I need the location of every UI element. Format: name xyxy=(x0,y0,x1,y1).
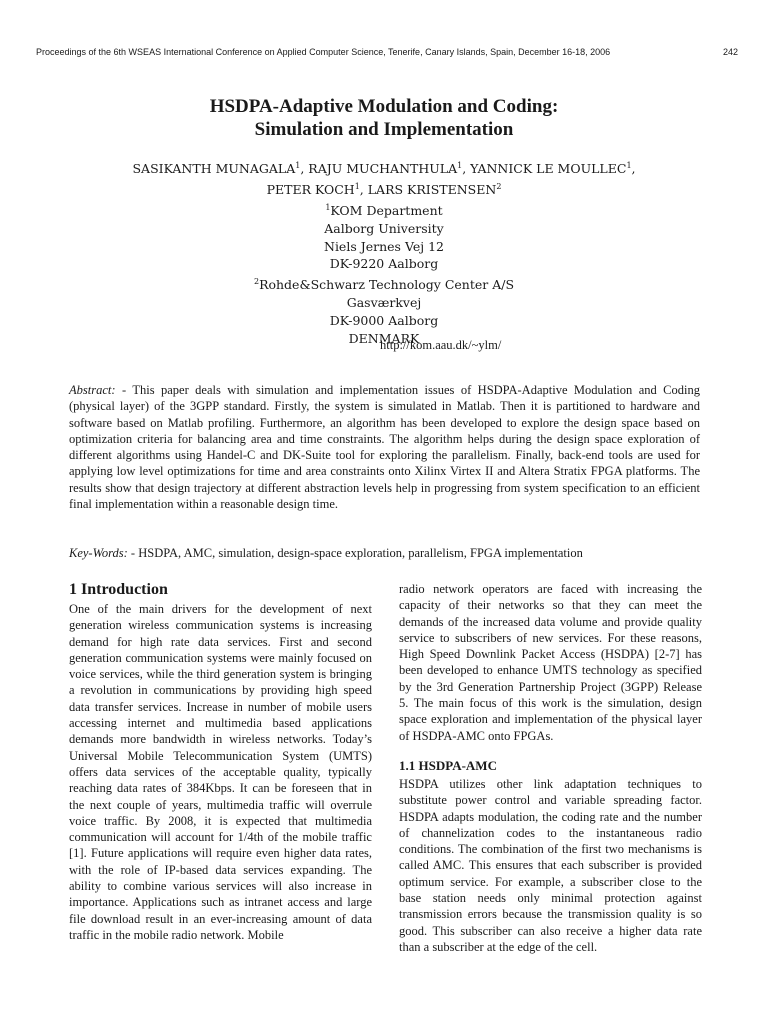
introduction-paragraph-continued: radio network operators are faced with increasing the capacity of their networks so that they can meet the demands of the increased data volume and provide quality service to subscribers of new services. For these reasons, High Speed Downlink Packet Access (HSDPA) [2-7] has been developed to enhance UMTS technology as specified by the 3rd Generation Partnership Project (3GPP) Release 5. The main focus of this work is the simulation, design space exploration and implementation of the physical layer of HSDPA-AMC onto FPGAs. xyxy=(399,582,702,743)
affiliation-line: DK-9220 Aalborg xyxy=(329,256,439,272)
affiliation-marker: 1 xyxy=(457,161,463,170)
affiliation-marker: 2 xyxy=(496,181,502,191)
affiliation-marker: 1 xyxy=(325,202,331,212)
author-block xyxy=(0,157,768,348)
affiliation-marker: 1 xyxy=(295,161,301,170)
section-heading-introduction: 1 Introduction xyxy=(69,581,168,598)
author-name: PETER KOCH xyxy=(266,182,355,198)
affiliation-marker: 1 xyxy=(626,161,632,170)
affiliation-line: Aalborg University xyxy=(324,220,444,236)
left-column xyxy=(69,581,372,943)
affiliation-line: DK-9000 Aalborg xyxy=(329,313,439,328)
paper-title xyxy=(0,95,768,141)
title-line-1: HSDPA-Adaptive Modulation and Coding: xyxy=(209,96,559,117)
subsection-heading-hsdpa-amc: 1.1 HSDPA-AMC xyxy=(399,757,497,773)
hsdpa-amc-paragraph: HSDPA utilizes other link adaptation techniques to substitute power control and variable spreading factor. HSDPA adapts modulation, the coding rate and the number of channelization codes to the instantaneous radio conditions. The combination of the first two mechanisms is called AMC. This ensures that each subscriber is provided optimum service. For example, a subscriber close to the base station needs only minimal protection against transmission errors because the transmission quality is so good. This subscriber can also receive a higher data rate than a subscriber at the edge of the cell. xyxy=(399,776,702,954)
affiliation-line: DENMARK xyxy=(348,330,420,346)
author-url[interactable]: http://kom.aau.dk/~ylm/ xyxy=(380,338,502,352)
author-name: YANNICK LE MOULLEC xyxy=(470,161,627,177)
affiliation-line: $^2$Rohde&Schwarz Technology Center A/S xyxy=(253,277,515,293)
affiliation-line: Niels Jernes Vej 12 xyxy=(324,238,444,254)
affiliation-line: Gasværkvej xyxy=(346,295,422,311)
proceedings-text: Proceedings of the 6th WSEAS International Conference on Applied Computer Science, Tenerife, Canary Islands, Spain, December 16-18, 2006 xyxy=(36,47,611,57)
affiliation-marker: 1 xyxy=(354,181,360,191)
abstract-label: Abstract: xyxy=(69,383,116,397)
introduction-paragraph: One of the main drivers for the development of next generation wireless communication systems is increasing demand for high rate data services. First and second generation communication systems were mainly focused on voice services, while the third generation system is bringing a revolution in communications by providing high speed data transfer services. Increase in number of mobile users accessing internet and multimedia based applications demands more bandwidth in wireless networks. Today’s Universal Mobile Telecommunication System (UMTS) offers data services of the acceptable quality, typically reaching data rates of 384Kbps. It can be foreseen that in the next couple of years, multimedia traffic will overrule voice traffic. By 2008, it is expected that multimedia communication will account for 1/4th of the mobile traffic [1]. Future applications will require even higher data rates, with the role of IP-based data services expanding. The ability to combine various services will also increase in importance. Applications such as intranet access and large file download result in an ever-increasing amount of data traffic in the mobile radio network. Mobile xyxy=(69,602,372,942)
author-name: LARS KRISTENSEN xyxy=(367,182,497,198)
author-name: SASIKANTH MUNAGALA xyxy=(132,161,296,177)
keywords-text: - HSDPA, AMC, simulation, design-space exploration, parallelism, FPGA implementation xyxy=(127,546,583,560)
keywords xyxy=(69,546,700,561)
title-line-2: Simulation and Implementation xyxy=(254,119,514,140)
running-header xyxy=(36,47,738,57)
page-number: 242 xyxy=(722,47,738,57)
keywords-label: Key-Words: xyxy=(69,546,128,560)
author-line-2: PETER KOCH$^1$, LARS KRISTENSEN$^2$ xyxy=(266,181,502,198)
affiliation-marker: 2 xyxy=(253,277,260,287)
abstract xyxy=(69,382,700,512)
affiliation-line: $^1$KOM Department xyxy=(325,202,443,219)
right-column xyxy=(399,581,702,955)
author-line-1: SASIKANTH MUNAGALA$^1$, RAJU MUCHANTHULA$^1$, YANNICK LE MOULLEC$^1$, xyxy=(132,161,636,177)
abstract-text: - This paper deals with simulation and implementation issues of HSDPA-Adaptive Modulation and Coding (physical layer) of the 3GPP standard. Firstly, the system is simulated in Matlab. Then it is partitioned to hardware and software based on Matlab profiling. Furthermore, an algorithm has been developed to explore the design space based on optimization criteria for balancing area and time constraints. The algorithm helps during the design space exploration of different algorithms using Handel-C and DK-Suite tool for exploring the parallelism. Finally, back-end tools are used for applying low level optimizations for time and area constraints onto Xilinx Virtex II and Altera Stratix FPGA platforms. The results show that design trajectory at different abstraction levels help in progressing from system specification to an efficient final implementation within a reasonable design time. xyxy=(69,383,700,512)
author-name: RAJU MUCHANTHULA xyxy=(308,161,458,177)
